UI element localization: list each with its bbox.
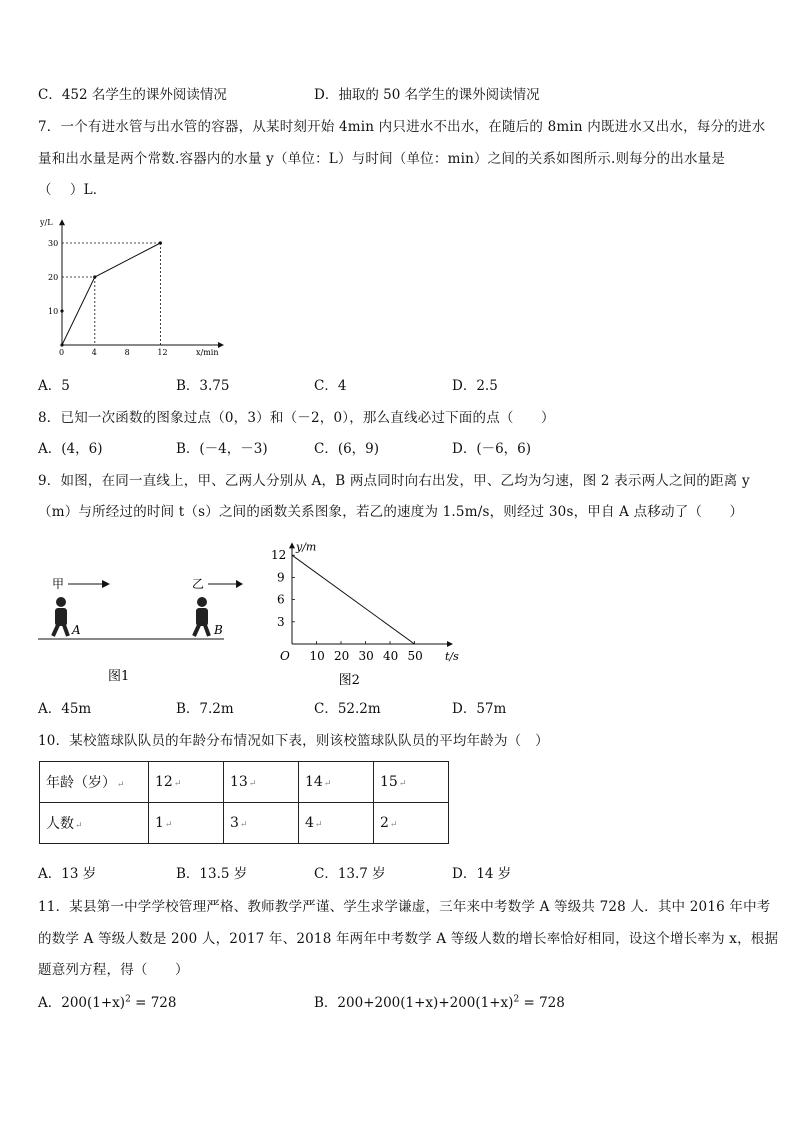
y-axis-arrow [59, 219, 65, 225]
data-point [159, 241, 162, 244]
x-axis-arrow [218, 342, 224, 348]
table-row [40, 762, 449, 803]
q11-option-b [314, 991, 565, 1011]
q9-option-a: A．45m [38, 701, 92, 717]
count-value: 2 [380, 815, 389, 831]
x-axis-arrow [447, 641, 453, 647]
q11-text-line1: 11．某县第一中学学校管理严格、教师教学严谨、学生求学谦虚，三年来中考数学 A 等级共 728 人．其中 2016 年中考 [38, 899, 771, 915]
q8-text-line1: 8．已知一次函数的图象过点（0，3）和（－2，0），那么直线必过下面的点（ ） [38, 410, 555, 426]
count-value: 1 [155, 815, 164, 831]
q7-text-line2: 量和出水量是两个常数.容器内的水量 y（单位：L）与时间（单位：min）之间的关系如图所示.则每分的出水量是 [38, 151, 726, 167]
fig2-caption: 图2 [338, 673, 360, 688]
y-tick-dot [60, 309, 63, 312]
x-tick-label: 10 [309, 649, 325, 663]
q10-option-a: A．13 岁 [38, 866, 97, 882]
x-tick-label: 12 [157, 348, 168, 357]
age-cell: 14↵ [299, 762, 374, 803]
q8-option-c: C．(6，9) [314, 441, 380, 457]
y-tick-label: 9 [277, 570, 285, 585]
q7-option-a: A．5 [38, 378, 70, 394]
exponent: 2 [125, 994, 131, 1005]
q6-option-d: D．抽取的 50 名学生的课外阅读情况 [314, 87, 540, 103]
age-cell: 13↵ [224, 762, 299, 803]
q11-text-line2: 的数学 A 等级人数是 200 人，2017 年、2018 年两年中考数学 A 等级人数的增长率恰好相同，设这个增长率为 x，根据 [38, 931, 779, 947]
q9-distance-chart [266, 522, 466, 688]
x-tick-label: 40 [383, 649, 399, 663]
age-cell: 15↵ [374, 762, 449, 803]
fig1-point-a: A [72, 623, 81, 637]
y-tick-label: 12 [271, 548, 287, 563]
walker-yi-icon [194, 597, 209, 636]
data-point [60, 343, 63, 346]
x-tick-label: 50 [407, 649, 423, 663]
fig1-label-yi: 乙 [192, 577, 205, 591]
q8-option-a: A．(4，6) [38, 441, 103, 457]
option-prefix: A． [38, 995, 62, 1011]
y-tick-label: 20 [48, 273, 59, 282]
q10-option-b: B．13.5 岁 [176, 866, 248, 882]
y-tick-label: 6 [277, 592, 285, 607]
fig1-label-jia: 甲 [52, 577, 65, 591]
y-tick-label: 10 [48, 307, 59, 316]
y-axis-label: y/L [40, 218, 53, 228]
q6-option-c: C．452 名学生的课外阅读情况 [38, 87, 227, 103]
x-tick-label: 30 [358, 649, 374, 663]
equation-rhs: = 728 [519, 995, 565, 1011]
q7-option-d: D．2.5 [452, 378, 498, 394]
q9-text-line1: 9．如图，在同一直线上，甲、乙两人分别从 A，B 两点同时向右出发，甲、乙均为匀速，图 2 表示两人之间的距离 y [38, 473, 750, 489]
data-point [93, 275, 96, 278]
age-header-label: 年龄（岁） [46, 775, 116, 791]
q10-option-d: D．14 岁 [452, 866, 512, 882]
x-tick-label: 8 [124, 348, 130, 357]
q9-option-d: D．57m [452, 701, 507, 717]
q7-option-b: B．3.75 [176, 378, 230, 394]
y-axis-arrow [289, 542, 295, 548]
age-value: 12 [155, 774, 173, 790]
y-tick-label: 3 [277, 614, 285, 629]
age-value: 14 [305, 774, 323, 790]
equation-rhs: = 728 [130, 995, 177, 1011]
q7-text-line3: （ ）L． [38, 182, 107, 198]
count-value: 4 [305, 815, 314, 831]
q10-age-table [39, 761, 449, 844]
q11-option-a [38, 991, 176, 1011]
q11-text-line3: 题意列方程，得（ ） [38, 962, 189, 978]
q8-option-d: D．(－6，6) [452, 441, 532, 457]
count-cell: 1↵ [149, 803, 224, 844]
q8-option-b: B．(－4，－3) [176, 441, 268, 457]
q9-text-line2: （m）与所经过的时间 t（s）之间的函数关系图象，若乙的速度为 1.5m/s，则经过 30s，甲自 A 点移动了（ ） [38, 504, 744, 520]
x-axis-label: t/s [445, 650, 459, 663]
equation: 200+200(1+x)+200(1+x) [337, 995, 514, 1011]
age-value: 13 [230, 774, 248, 790]
x-axis-label: x/min [196, 348, 219, 357]
count-value: 3 [230, 815, 239, 831]
fig1-arrowhead-jia [102, 580, 110, 588]
x-tick-label: 0 [59, 348, 65, 357]
count-cell: 3↵ [224, 803, 299, 844]
count-header-label: 人数 [46, 816, 74, 832]
table-row [40, 803, 449, 844]
origin-label: O [280, 649, 290, 663]
exponent: 2 [513, 994, 520, 1005]
series-line [292, 555, 415, 644]
q9-option-b: B．7.2m [176, 701, 234, 717]
series-line [62, 243, 160, 345]
q7-water-chart [30, 200, 219, 365]
option-prefix: B． [314, 995, 338, 1011]
equation: 200(1+x) [61, 995, 126, 1011]
fig1-arrowhead-yi [236, 580, 243, 588]
table-header-cell: 年龄（岁）↵ [40, 762, 149, 803]
y-axis-label: y/m [296, 540, 317, 554]
table-header-cell: 人数↵ [40, 803, 149, 844]
fig1-caption: 图1 [108, 669, 130, 684]
age-cell: 12↵ [149, 762, 224, 803]
q10-option-c: C．13.7 岁 [314, 866, 386, 882]
q9-option-c: C．52.2m [314, 701, 381, 717]
q7-option-c: C．4 [314, 378, 347, 394]
q7-text-line1: 7．一个有进水管与出水管的容器，从某时刻开始 4min 内只进水不出水，在随后的 8min 内既进水又出水，每分的进水 [38, 119, 766, 135]
q10-text-line1: 10．某校篮球队队员的年龄分布情况如下表，则该校篮球队队员的平均年龄为（ ） [38, 733, 549, 749]
count-cell: 2↵ [374, 803, 449, 844]
y-tick-label: 30 [48, 239, 59, 248]
x-tick-label: 4 [91, 348, 97, 357]
x-tick-label: 20 [334, 649, 350, 663]
count-cell: 4↵ [299, 803, 374, 844]
fig1-point-b: B [214, 623, 223, 637]
age-value: 15 [380, 774, 398, 790]
q9-figure1 [36, 570, 236, 690]
walker-jia-icon [53, 597, 68, 636]
